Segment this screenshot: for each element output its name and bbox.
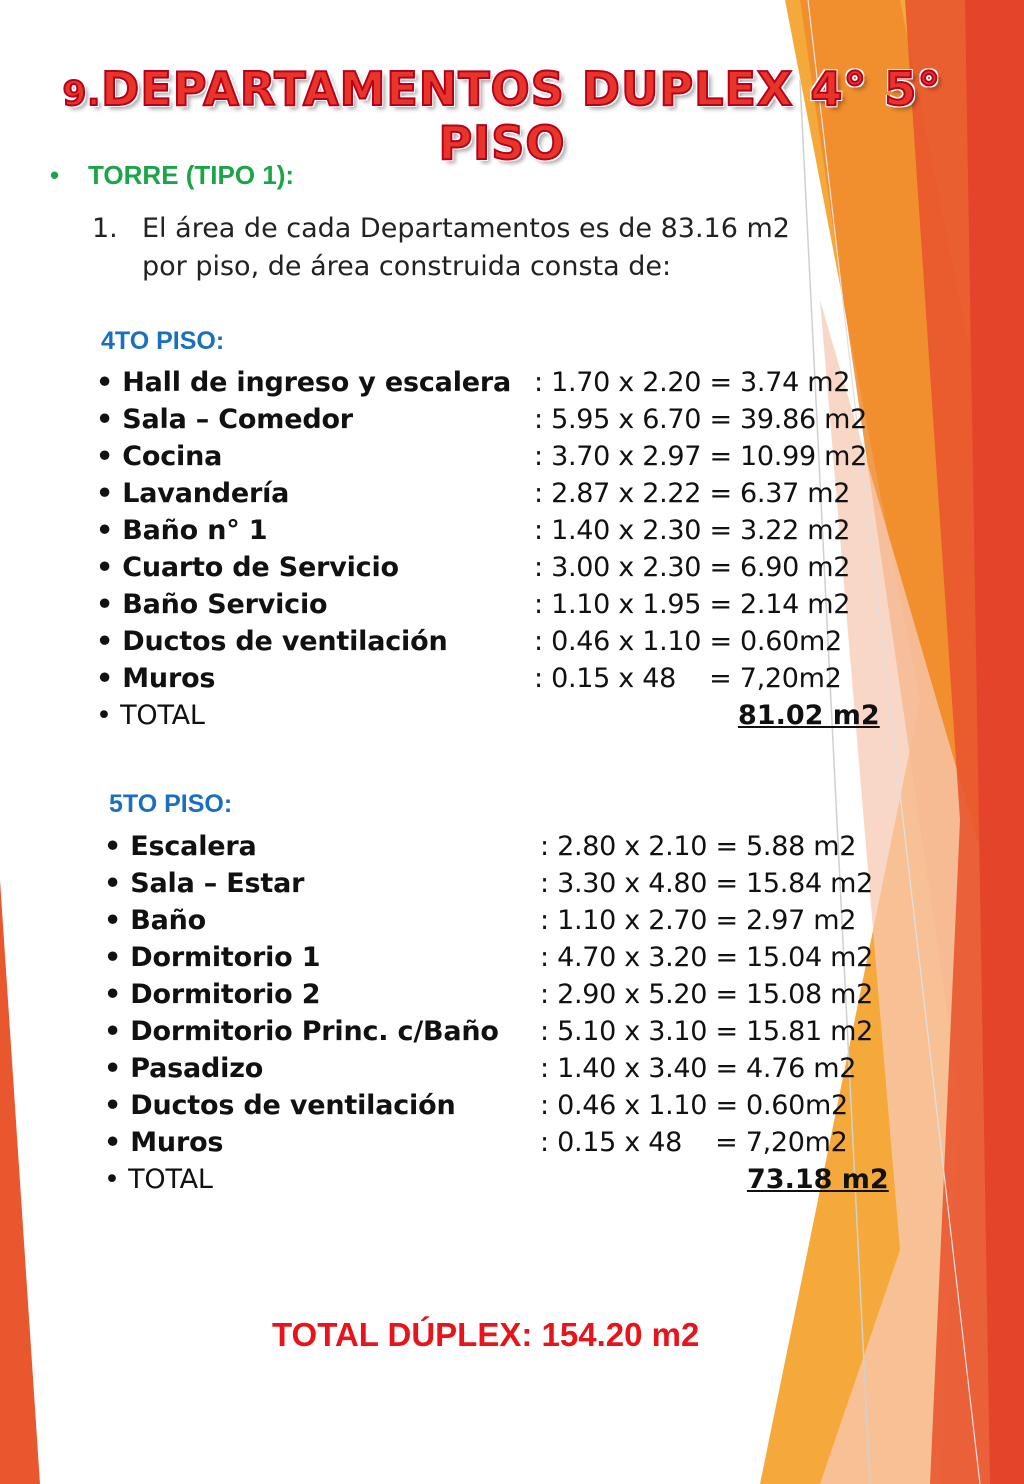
area-label-text: Dormitorio 1 bbox=[130, 942, 321, 973]
area-label: • Pasadizo bbox=[104, 1053, 264, 1084]
area-value: : 5.95 x 6.70 = 39.86 m2 bbox=[534, 404, 868, 435]
total-label-text: TOTAL bbox=[120, 700, 205, 731]
bullet-glyph: • bbox=[50, 160, 60, 190]
area-label: • Dormitorio Princ. c/Baño bbox=[104, 1016, 499, 1047]
area-label-text: Baño bbox=[130, 905, 207, 936]
area-row bbox=[96, 626, 896, 663]
intro-line-2: por piso, de área construida consta de: bbox=[142, 251, 672, 282]
area-label: • Ductos de ventilación bbox=[96, 626, 448, 657]
area-label: • Hall de ingreso y escalera bbox=[96, 367, 511, 398]
area-row bbox=[104, 1053, 904, 1090]
area-label-text: Sala – Estar bbox=[130, 868, 305, 899]
area-row bbox=[96, 589, 896, 626]
area-value: : 1.10 x 2.70 = 2.97 m2 bbox=[540, 905, 857, 936]
area-row bbox=[104, 905, 904, 942]
total-label: • TOTAL bbox=[104, 1164, 213, 1195]
area-value: : 2.87 x 2.22 = 6.37 m2 bbox=[534, 478, 851, 509]
intro-number: 1. bbox=[92, 213, 118, 244]
area-row bbox=[104, 831, 904, 868]
area-label-text: Ductos de ventilación bbox=[122, 626, 448, 657]
floor4-list bbox=[96, 367, 896, 737]
area-label: • Lavandería bbox=[96, 478, 290, 509]
intro-line-1: El área de cada Departamentos es de 83.16 m2 bbox=[142, 213, 790, 244]
area-row bbox=[104, 1016, 904, 1053]
floor5-list bbox=[104, 831, 904, 1201]
area-label-text: Pasadizo bbox=[130, 1053, 264, 1084]
area-value: : 2.90 x 5.20 = 15.08 m2 bbox=[540, 979, 874, 1010]
area-label-text: Cuarto de Servicio bbox=[122, 552, 399, 583]
area-value: : 0.46 x 1.10 = 0.60m2 bbox=[540, 1090, 848, 1121]
area-value: : 0.15 x 48 = 7,20m2 bbox=[534, 663, 842, 694]
area-label-text: Dormitorio 2 bbox=[130, 979, 321, 1010]
area-value: : 1.40 x 2.30 = 3.22 m2 bbox=[534, 515, 851, 546]
area-row bbox=[96, 478, 896, 515]
area-label-text: Hall de ingreso y escalera bbox=[122, 367, 511, 398]
page-title bbox=[0, 62, 1004, 170]
area-label: • Ductos de ventilación bbox=[104, 1090, 456, 1121]
area-row bbox=[104, 1090, 904, 1127]
torre-label: TORRE (TIPO 1): bbox=[88, 160, 295, 190]
area-value: : 1.70 x 2.20 = 3.74 m2 bbox=[534, 367, 851, 398]
area-label: • Sala – Estar bbox=[104, 868, 305, 899]
area-label: • Dormitorio 1 bbox=[104, 942, 321, 973]
floor4-heading: 4TO PISO: bbox=[101, 327, 225, 355]
area-value: : 4.70 x 3.20 = 15.04 m2 bbox=[540, 942, 874, 973]
total-row bbox=[96, 700, 896, 737]
floor5-heading: 5TO PISO: bbox=[109, 790, 233, 818]
area-value: : 1.40 x 3.40 = 4.76 m2 bbox=[540, 1053, 857, 1084]
area-row bbox=[96, 441, 896, 478]
area-label: • Cocina bbox=[96, 441, 223, 472]
area-label: • Escalera bbox=[104, 831, 257, 862]
total-value: 81.02 m2 bbox=[738, 700, 880, 731]
area-label: • Cuarto de Servicio bbox=[96, 552, 399, 583]
intro-paragraph bbox=[92, 210, 790, 286]
area-row bbox=[104, 868, 904, 905]
grand-total: TOTAL DÚPLEX: 154.20 m2 bbox=[272, 1316, 700, 1353]
area-value: : 3.30 x 4.80 = 15.84 m2 bbox=[540, 868, 874, 899]
area-label-text: Ductos de ventilación bbox=[130, 1090, 456, 1121]
total-row bbox=[104, 1164, 904, 1201]
title-number: 9. bbox=[62, 74, 102, 114]
area-label: • Muros bbox=[104, 1127, 224, 1158]
area-label-text: Dormitorio Princ. c/Baño bbox=[130, 1016, 499, 1047]
area-label-text: Sala – Comedor bbox=[122, 404, 353, 435]
total-label: • TOTAL bbox=[96, 700, 205, 731]
area-row bbox=[96, 515, 896, 552]
area-row bbox=[104, 942, 904, 979]
area-label: • Muros bbox=[96, 663, 216, 694]
area-label: • Sala – Comedor bbox=[96, 404, 353, 435]
area-value: : 5.10 x 3.10 = 15.81 m2 bbox=[540, 1016, 874, 1047]
area-value: : 1.10 x 1.95 = 2.14 m2 bbox=[534, 589, 851, 620]
title-text: DEPARTAMENTOS DUPLEX 4° 5° PISO bbox=[101, 62, 942, 170]
area-label-text: Baño Servicio bbox=[122, 589, 328, 620]
area-value: : 0.46 x 1.10 = 0.60m2 bbox=[534, 626, 842, 657]
total-label-text: TOTAL bbox=[128, 1164, 213, 1195]
area-label-text: Cocina bbox=[122, 441, 223, 472]
area-label-text: Escalera bbox=[130, 831, 257, 862]
area-row bbox=[96, 552, 896, 589]
area-label-text: Lavandería bbox=[122, 478, 290, 509]
area-value: : 0.15 x 48 = 7,20m2 bbox=[540, 1127, 848, 1158]
area-value: : 3.00 x 2.30 = 6.90 m2 bbox=[534, 552, 851, 583]
area-label: • Baño Servicio bbox=[96, 589, 328, 620]
area-row bbox=[96, 404, 896, 441]
total-value: 73.18 m2 bbox=[747, 1164, 889, 1195]
area-row bbox=[96, 367, 896, 404]
area-label-text: Muros bbox=[122, 663, 216, 694]
area-row bbox=[96, 663, 896, 700]
area-value: : 3.70 x 2.97 = 10.99 m2 bbox=[534, 441, 868, 472]
area-label: • Baño n° 1 bbox=[96, 515, 268, 546]
area-row bbox=[104, 979, 904, 1016]
area-label-text: Muros bbox=[130, 1127, 224, 1158]
area-value: : 2.80 x 2.10 = 5.88 m2 bbox=[540, 831, 857, 862]
area-label-text: Baño n° 1 bbox=[122, 515, 268, 546]
area-label: • Baño bbox=[104, 905, 207, 936]
area-row bbox=[104, 1127, 904, 1164]
area-label: • Dormitorio 2 bbox=[104, 979, 321, 1010]
